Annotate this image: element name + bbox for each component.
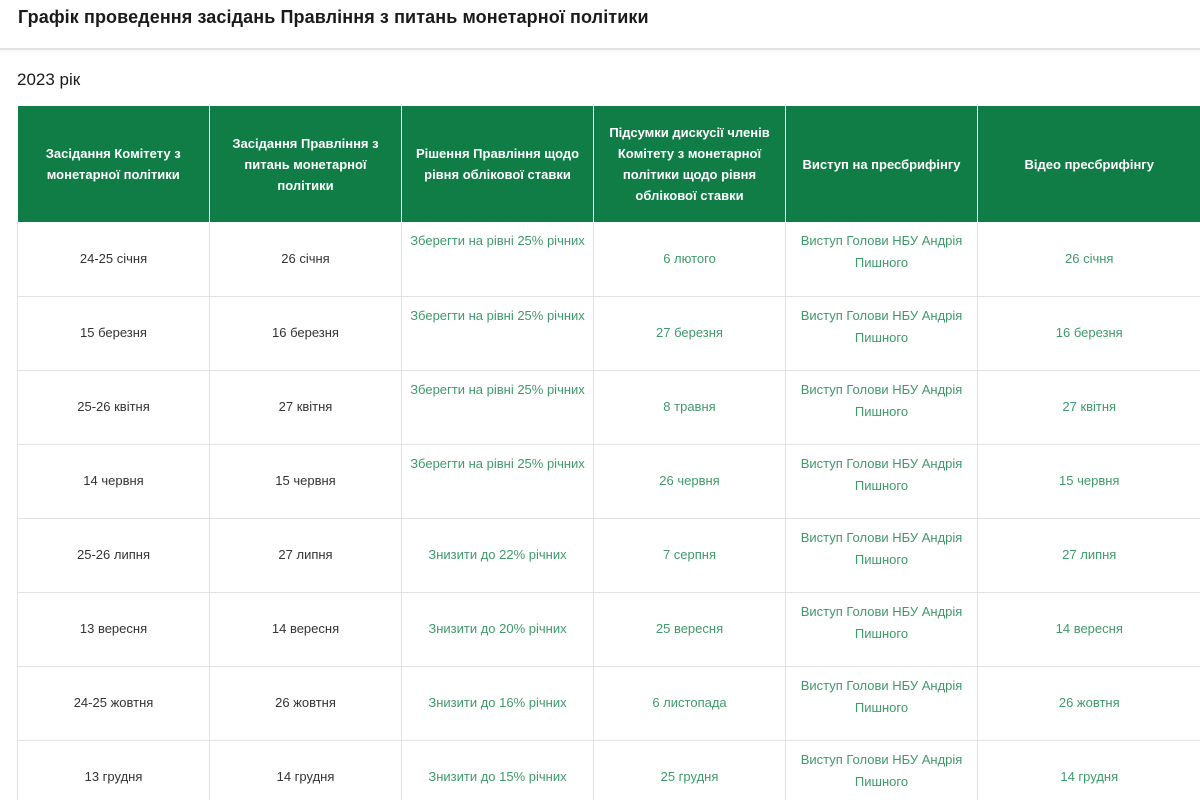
table-cell: [978, 370, 1200, 444]
table-row: [18, 444, 1200, 518]
table-cell: [594, 444, 786, 518]
header-rate-decision: Рішення Правління щодо рівня облікової ставки: [402, 106, 594, 222]
press-speech-link[interactable]: Виступ Голови НБУ Андрія Пишного: [800, 233, 963, 270]
rate-decision-link[interactable]: Зберегти на рівні 25% річних: [410, 455, 585, 471]
schedule-table: [17, 106, 1200, 800]
table-cell: [594, 592, 786, 666]
table-cell: [402, 740, 594, 800]
press-speech-link[interactable]: Виступ Голови НБУ Андрія Пишного: [800, 307, 963, 345]
press-video-link[interactable]: 16 березня: [1055, 325, 1123, 340]
table-cell: [210, 518, 402, 592]
table-header-row: [18, 106, 1200, 222]
table-cell: [402, 222, 594, 296]
committee-date-cell: 24-25 січня: [79, 250, 148, 266]
rate-decision-link[interactable]: Знизити до 15% річних: [428, 769, 567, 784]
discussion-summary-link[interactable]: 6 листопада: [652, 695, 727, 710]
table-cell: [978, 666, 1200, 740]
board-date-cell: 27 липня: [278, 547, 333, 562]
table-cell: [786, 740, 978, 800]
discussion-summary-link[interactable]: 8 травня: [663, 399, 716, 414]
committee-date-cell: 14 червня: [83, 473, 144, 488]
discussion-summary-link[interactable]: 27 березня: [656, 325, 723, 340]
table-cell: [402, 444, 594, 518]
committee-date-cell: 13 вересня: [79, 621, 148, 636]
press-video-link[interactable]: 15 червня: [1059, 473, 1120, 488]
table-cell: [786, 518, 978, 592]
board-date-cell: 27 квітня: [278, 399, 333, 414]
table-cell: [594, 740, 786, 800]
table-row: [18, 296, 1200, 370]
table-cell: [18, 222, 210, 296]
table-cell: [402, 518, 594, 592]
table-cell: [786, 222, 978, 296]
header-committee-meeting: Засідання Комітету з монетарної політики: [18, 106, 210, 222]
table-cell: [18, 370, 210, 444]
table-cell: [786, 592, 978, 666]
discussion-summary-link[interactable]: 7 серпня: [662, 547, 717, 562]
press-speech-link[interactable]: Виступ Голови НБУ Андрія Пишного: [800, 381, 963, 419]
rate-decision-link[interactable]: Зберегти на рівні 25% річних: [410, 381, 585, 397]
page-title: Графік проведення засідань Правління з питань монетарної політики: [18, 7, 649, 27]
press-video-link[interactable]: 14 грудня: [1060, 769, 1119, 784]
table-cell: [978, 518, 1200, 592]
press-speech-link[interactable]: Виступ Голови НБУ Андрія Пишного: [800, 455, 963, 493]
discussion-summary-link[interactable]: 25 грудня: [660, 769, 719, 784]
press-video-link[interactable]: 26 січня: [1065, 250, 1114, 266]
committee-date-cell: 24-25 жовтня: [73, 695, 154, 710]
table-row: [18, 222, 1200, 296]
header-press-video: Відео пресбрифінгу: [978, 106, 1200, 222]
table-cell: [978, 740, 1200, 800]
table-header: [18, 106, 1200, 222]
table-cell: [594, 370, 786, 444]
board-date-cell: 26 січня: [281, 250, 330, 266]
header-discussion-summary: Підсумки дискусії членів Комітету з монетарної політики щодо рівня облікової ставки: [594, 106, 786, 222]
board-date-cell: 16 березня: [272, 325, 339, 340]
press-video-link[interactable]: 14 вересня: [1055, 621, 1123, 636]
table-cell: [978, 444, 1200, 518]
board-date-cell: 14 вересня: [271, 621, 340, 636]
board-date-cell: 15 червня: [275, 473, 336, 488]
table-body: [18, 222, 1200, 800]
rate-decision-link[interactable]: Зберегти на рівні 25% річних: [410, 307, 585, 323]
table-cell: [18, 518, 210, 592]
table-row: [18, 518, 1200, 592]
committee-date-cell: 13 грудня: [84, 769, 143, 784]
table-cell: [594, 666, 786, 740]
year-label: 2023 рік: [17, 70, 81, 89]
table-cell: [978, 222, 1200, 296]
table-cell: [786, 444, 978, 518]
table-row: [18, 740, 1200, 800]
press-speech-link[interactable]: Виступ Голови НБУ Андрія Пишного: [800, 529, 963, 567]
table-cell: [594, 518, 786, 592]
committee-date-cell: 15 березня: [80, 325, 147, 340]
press-video-link[interactable]: 26 жовтня: [1058, 695, 1120, 710]
rate-decision-link[interactable]: Знизити до 20% річних: [428, 621, 567, 636]
table-cell: [18, 592, 210, 666]
committee-date-cell: 25-26 липня: [77, 547, 150, 562]
table-cell: [18, 740, 210, 800]
table-cell: [210, 740, 402, 800]
discussion-summary-link[interactable]: 6 лютого: [663, 250, 716, 266]
table-row: [18, 592, 1200, 666]
table-cell: [18, 296, 210, 370]
rate-decision-link[interactable]: Знизити до 22% річних: [428, 547, 567, 562]
table-cell: [210, 444, 402, 518]
table-cell: [402, 592, 594, 666]
table-cell: [210, 222, 402, 296]
table-cell: [210, 296, 402, 370]
table-cell: [786, 296, 978, 370]
press-video-link[interactable]: 27 квітня: [1062, 399, 1117, 414]
table-row: [18, 666, 1200, 740]
board-date-cell: 14 грудня: [276, 769, 335, 784]
table-cell: [402, 666, 594, 740]
discussion-summary-link[interactable]: 26 червня: [659, 473, 720, 488]
press-speech-link[interactable]: Виступ Голови НБУ Андрія Пишного: [800, 677, 963, 715]
table-row: [18, 370, 1200, 444]
table-cell: [18, 444, 210, 518]
table-cell: [978, 592, 1200, 666]
table-cell: [978, 296, 1200, 370]
rate-decision-link[interactable]: Знизити до 16% річних: [428, 695, 567, 710]
table-cell: [210, 592, 402, 666]
table-cell: [210, 666, 402, 740]
header-press-speech: Виступ на пресбрифінгу: [786, 106, 978, 222]
table-cell: [402, 370, 594, 444]
press-video-link[interactable]: 27 липня: [1062, 547, 1117, 562]
table-cell: [18, 666, 210, 740]
press-speech-link[interactable]: Виступ Голови НБУ Андрія Пишного: [800, 603, 963, 641]
discussion-summary-link[interactable]: 25 вересня: [655, 621, 724, 636]
table-cell: [210, 370, 402, 444]
rate-decision-link[interactable]: Зберегти на рівні 25% річних: [410, 233, 585, 248]
table-cell: [402, 296, 594, 370]
table-cell: [594, 296, 786, 370]
board-date-cell: 26 жовтня: [275, 695, 336, 710]
table-cell: [786, 370, 978, 444]
page-header: [0, 0, 1200, 50]
table-cell: [786, 666, 978, 740]
header-board-meeting: Засідання Правління з питань монетарної політики: [210, 106, 402, 222]
table-cell: [594, 222, 786, 296]
committee-date-cell: 25-26 квітня: [77, 399, 150, 414]
press-speech-link[interactable]: Виступ Голови НБУ Андрія Пишного: [800, 751, 963, 789]
